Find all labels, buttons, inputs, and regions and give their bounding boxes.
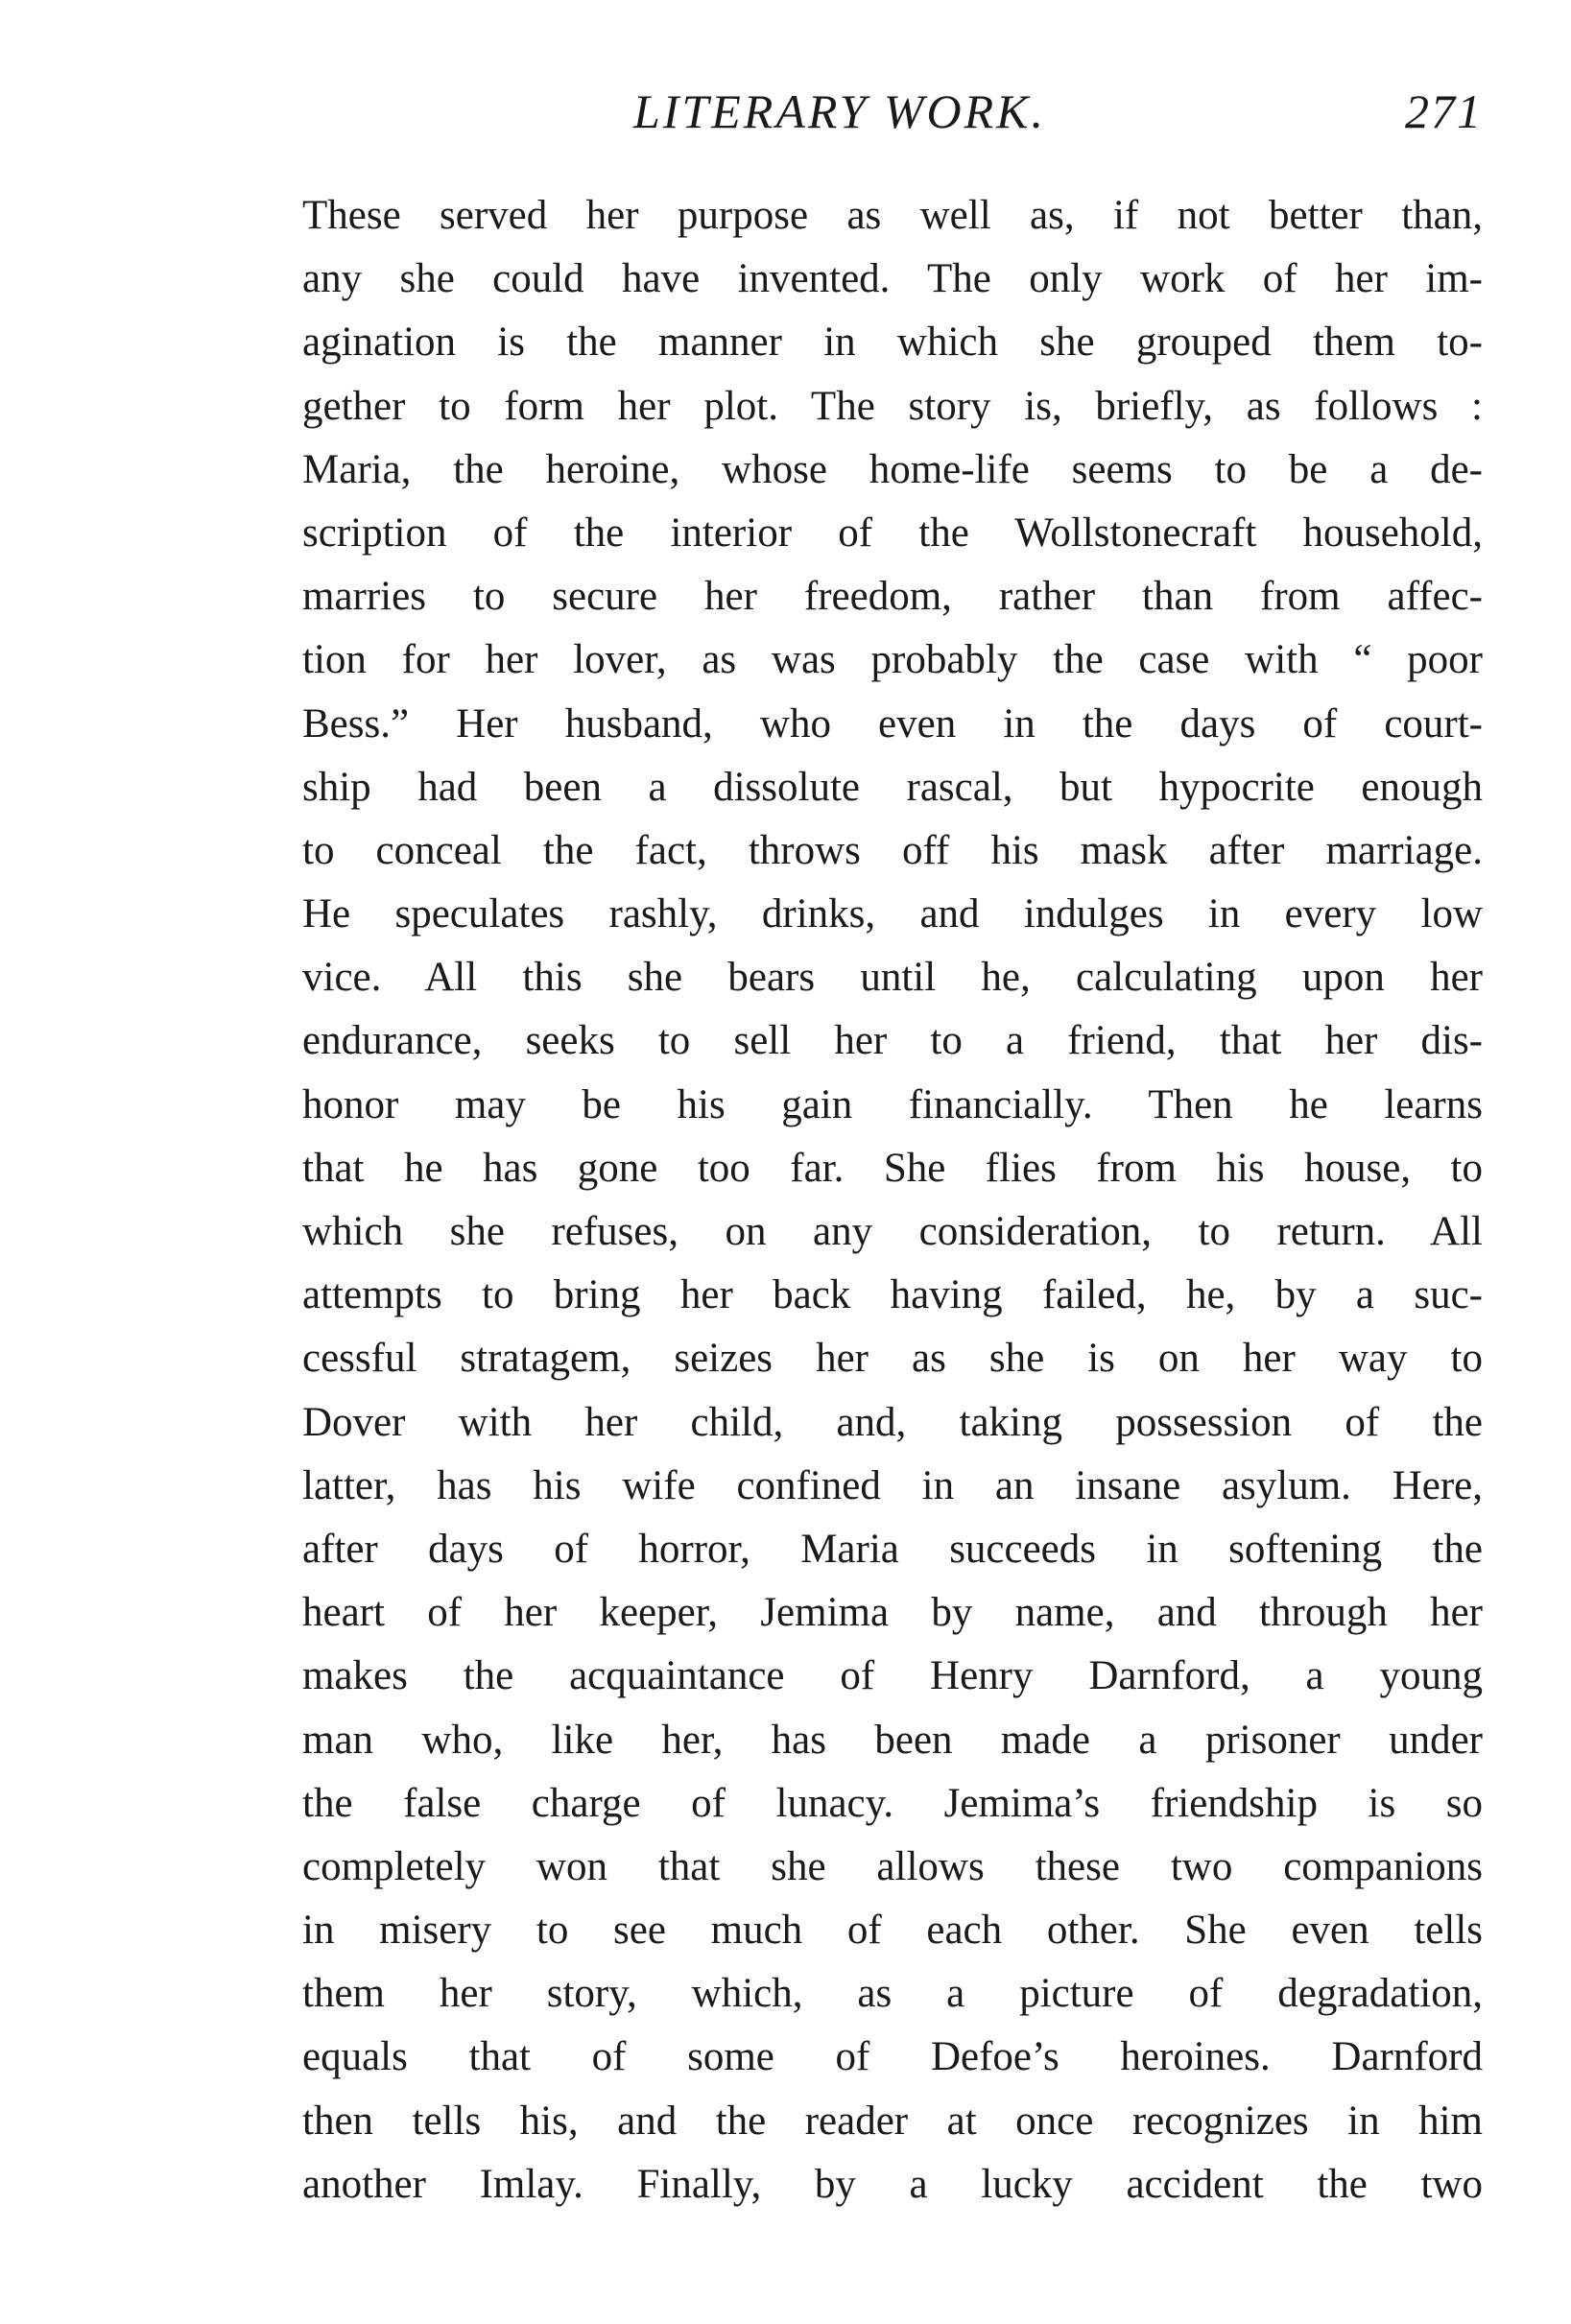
text-line: the false charge of lunacy. Jemima’s friendship is so xyxy=(302,1780,1483,1826)
text-line: in misery to see much of each other. She even tells xyxy=(302,1908,1483,1954)
text-line: Maria, the heroine, whose home-life seems to be a de- xyxy=(302,446,1483,492)
text-line: marries to secure her freedom, rather than from affec- xyxy=(302,574,1483,620)
text-line: vice. All this she bears until he, calculating upon her xyxy=(302,955,1483,1001)
running-title: LITERARY WORK. xyxy=(633,84,1046,138)
text-line: attempts to bring her back having failed, he, by a suc- xyxy=(302,1272,1483,1318)
text-line: makes the acquaintance of Henry Darnford, a young xyxy=(302,1653,1483,1699)
text-line: after days of horror, Maria succeeds in softening the xyxy=(302,1526,1483,1572)
text-line: then tells his, and the reader at once recognizes in him xyxy=(302,2098,1483,2144)
text-line: which she refuses, on any consideration, to return. All xyxy=(302,1209,1483,1254)
page-number: 271 xyxy=(1405,84,1483,138)
text-line: that he has gone too far. She flies from his house, to xyxy=(302,1145,1483,1191)
text-line: completely won that she allows these two companions xyxy=(302,1843,1483,1889)
running-head xyxy=(302,73,1483,150)
text-line: He speculates rashly, drinks, and indulges in every low xyxy=(302,891,1483,937)
text-line: endurance, seeks to sell her to a friend, that her dis- xyxy=(302,1018,1483,1064)
text-line: them her story, which, as a picture of degradation, xyxy=(302,1971,1483,2017)
text-line: ship had been a dissolute rascal, but hypocrite enough xyxy=(302,764,1483,810)
text-line: cessful stratagem, seizes her as she is on her way to xyxy=(302,1336,1483,1382)
text-line: heart of her keeper, Jemima by name, and through her xyxy=(302,1590,1483,1636)
text-line: Dover with her child, and, taking possession of the xyxy=(302,1399,1483,1445)
text-line: scription of the interior of the Wollstonecraft household, xyxy=(302,510,1483,556)
text-line: any she could have invented. The only work of her im- xyxy=(302,256,1483,302)
text-line: honor may be his gain financially. Then he learns xyxy=(302,1081,1483,1127)
text-line: These served her purpose as well as, if not better than, xyxy=(302,193,1483,238)
text-line: to conceal the fact, throws off his mask after marriage. xyxy=(302,827,1483,873)
text-line: gether to form her plot. The story is, briefly, as follows : xyxy=(302,383,1483,429)
text-line: Bess.” Her husband, who even in the days of court- xyxy=(302,700,1483,747)
text-line: tion for her lover, as was probably the case with “ poor xyxy=(302,637,1483,683)
text-line: man who, like her, has been made a prisoner under xyxy=(302,1717,1483,1763)
text-line: equals that of some of Defoe’s heroines. Darnford xyxy=(302,2034,1483,2080)
body-text xyxy=(302,184,1483,2217)
text-line: agination is the manner in which she grouped them to- xyxy=(302,320,1483,366)
text-line: latter, has his wife confined in an insane asylum. Here, xyxy=(302,1462,1483,1508)
text-line: another Imlay. Finally, by a lucky accident the two xyxy=(302,2161,1483,2207)
